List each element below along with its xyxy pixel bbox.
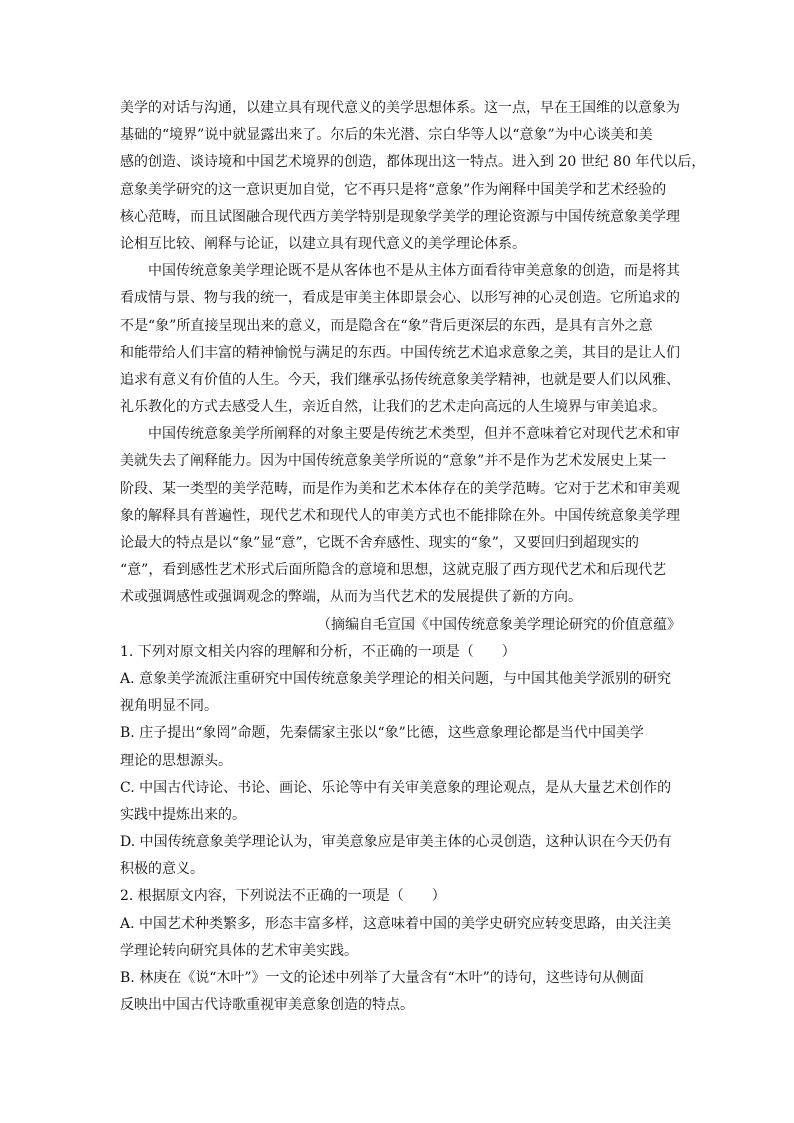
option-line: B. 林庚在《说“木叶”》一文的论述中列举了大量含有“木叶”的诗句，这些诗句从侧面	[120, 970, 644, 986]
text-line: 核心范畴，而且试图融合现代西方美学特别是现象学美学的理论资源与中国传统意象美学理	[120, 208, 680, 225]
text-line: 论相互比较、阐释与论证，以建立具有现代意义的美学理论体系。	[120, 235, 526, 252]
option-line: B. 庄子提出“象罔”命题，先秦儒家主张以“象”比德，这些意象理论都是当代中国美学	[120, 725, 644, 742]
option-line: A. 中国艺术种类繁多，形态丰富多样，这意味着中国的美学史研究应转变思路，由关注美	[120, 915, 672, 932]
option-line: C. 中国古代诗论、书论、画论、乐论等中有关审美意象的理论观点，是从大量艺术创作的	[120, 779, 672, 796]
paragraph-2	[120, 258, 685, 421]
option-d	[120, 829, 685, 883]
paragraph-3	[120, 421, 685, 611]
option-b	[120, 720, 685, 774]
option-line: 反映出中国古代诗歌重视审美意象创造的特点。	[120, 997, 414, 1014]
option-line: D. 中国传统意象美学理论认为，审美意象应是审美主体的心灵创造，这种认识在今天仍有	[120, 834, 672, 851]
option-line: 理论的思想源头。	[120, 752, 232, 769]
text-line: 基础的“境界”说中就显露出来了。尔后的朱光潜、宗白华等人以“意象”为中心谈美和美	[120, 127, 653, 144]
option-line: 实践中提炼出来的。	[120, 806, 246, 823]
option-line: 积极的意义。	[120, 861, 204, 878]
text-line: 象的解释具有普遍性，现代艺术和现代人的审美方式也不能排除在外。中国传统意象美学理	[120, 507, 680, 524]
document-body	[120, 95, 706, 1019]
text-line: “意”，看到感性艺术形式后面所隐含的意境和思想，这就克服了西方现代艺术和后现代艺	[120, 562, 667, 579]
option-c	[120, 775, 685, 829]
question-stem: 1. 下列对原文相关内容的理解和分析，不正确的一项是（ ）	[120, 643, 516, 660]
text-line: 感的创造、谈诗境和中国艺术境界的创造，都体现出这一特点。进入到 20 世纪 80 年代以后，	[120, 154, 706, 171]
paragraph-1	[120, 95, 706, 258]
text-line: 中国传统意象美学理论既不是从客体也不是从主体方面看待审美意象的创造，而是将其	[148, 263, 680, 280]
option-a	[120, 666, 685, 720]
text-line: 中国传统意象美学所阐释的对象主要是传统艺术类型，但并不意味着它对现代艺术和审	[148, 426, 680, 443]
text-line: 不是“象”所直接呈现出来的意义，而是隐含在“象”背后更深层的东西，是具有言外之意	[120, 317, 653, 334]
text-line: 论最大的特点是以“象”显“意”，它既不舍弃感性、现实的“象”，又要回归到超现实的	[120, 535, 639, 551]
question-1	[120, 639, 685, 884]
text-line: 美学的对话与沟通，以建立具有现代意义的美学思想体系。这一点，早在王国维的以意象为	[120, 100, 680, 116]
question-stem: 2. 根据原文内容，下列说法不正确的一项是（ ）	[120, 888, 446, 905]
option-line: A. 意象美学流派注重研究中国传统意象美学理论的相关问题，与中国其他美学派别的研究	[120, 670, 672, 687]
text-line: 阶段、某一类型的美学范畴，而是作为美和艺术本体存在的美学范畴。它对于艺术和审美观	[120, 480, 680, 497]
text-line: 礼乐教化的方式去感受人生，亲近自然，让我们的艺术走向高远的人生境界与审美追求。	[120, 399, 666, 416]
text-line: 意象美学研究的这一意识更加自觉，它不再只是将“意象”作为阐释中国美学和艺术经验的	[120, 181, 667, 198]
text-line: 美就失去了阐释能力。因为中国传统意象美学所说的“意象”并不是作为艺术发展史上某一	[120, 453, 667, 470]
source-citation: （摘编自毛宣国《中国传统意象美学理论研究的价值意蕴》	[317, 616, 681, 633]
option-a	[120, 911, 685, 965]
text-line: 和能带给人们丰富的精神愉悦与满足的东西。中国传统艺术追求意象之美，其目的是让人们	[120, 344, 680, 361]
option-line: 学理论转向研究具体的艺术审美实践。	[120, 942, 358, 959]
question-2	[120, 883, 685, 1019]
option-line: 视角明显不同。	[120, 698, 218, 715]
text-line: 术或强调感性或强调观念的弊端，从而为当代艺术的发展提供了新的方向。	[120, 589, 582, 606]
text-line: 看成情与景、物与我的统一，看成是审美主体即景会心、以形写神的心灵创造。它所追求的	[120, 290, 680, 307]
text-line: 追求有意义有价值的人生。今天，我们继承弘扬传统意象美学精神，也就是要人们以风雅、	[120, 371, 680, 388]
option-b	[120, 965, 685, 1019]
